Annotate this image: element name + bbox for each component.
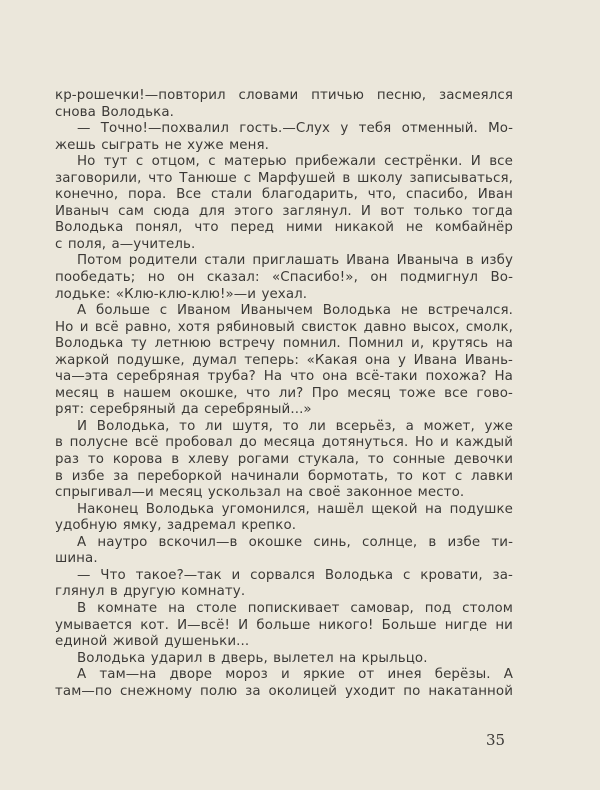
text-line: месяц в нашем окошке, что ли? Про месяц тоже все гово- [55,385,513,401]
text-line: жешь сыграть не хуже меня. [55,137,269,153]
text-line: конечно, пора. Все стали благодарить, что, спасибо, Иван [55,187,513,203]
text-line: удобную ямку, задремал крепко. [55,518,297,534]
text-line: ча—эта серебряная труба? На что она всё-таки похожа? На [55,369,513,385]
text-line: И Володька, то ли шутя, то ли всерьёз, а может, уже [77,418,513,434]
text-line: Но и всё равно, хотя рябиновый свисток давно высох, смолк, [55,319,513,335]
text-line: раз то корова в хлеву рогами стукала, то сонные девочки [55,452,513,468]
text-line: Но тут с отцом, с матерью прибежали сестрёнки. И все [77,154,513,170]
text-line: Потом родители стали приглашать Ивана Иваныча в избу [77,253,513,269]
text-line: единой живой душеньки... [55,634,250,650]
text-line: лодьке: «Клю-клю-клю!»—и уехал. [55,286,308,302]
text-line: умывается кот. И—всё! И больше никого! Больше нигде ни [55,617,513,633]
text-line: кр-рошечки!—повторил словами птичью песню, засмеялся [55,88,513,103]
text-line: спрыгивал—и месяц ускользал на своё законное место. [55,485,465,501]
text-line: А там—на дворе мороз и яркие от инея берёзы. А [77,667,513,683]
text-line: в полусне всё пробовал до месяца дотянуться. Но и каждый [55,435,513,451]
text-line: Володька ударил в дверь, вылетел на крыльцо. [77,650,428,666]
text-line: шина. [55,551,98,567]
text-line: снова Володька. [55,104,174,120]
text-line: заговорили, что Танюше с Марфушей в школу записываться, [55,170,513,186]
text-line: Иваныч сам сюда для этого заглянул. И вот только тогда [55,203,513,219]
text-line: там—по снежному полю за околицей уходит по накатанной [55,683,513,699]
text-line: жаркой подушке, думал теперь: «Какая она у Ивана Ивань- [55,352,513,368]
page-number: 35 [486,731,506,749]
text-line: рят: серебряный да серебряный...» [55,402,312,418]
text-line: пообедать; но он сказал: «Спасибо!», он подмигнул Во- [55,270,513,286]
text-line: — Точно!—похвалил гость.—Слух у тебя отменный. Мо- [77,121,513,137]
text-line: А наутро вскочил—в окошке синь, солнце, в избе ти- [77,534,513,550]
text-line: Наконец Володька угомонился, нашёл щекой на подушке [77,501,513,517]
text-line: А больше с Иваном Иванычем Володька не встречался. [77,303,513,319]
text-line: Володька ту летнюю встречу помнил. Помнил и, крутясь на [55,336,513,352]
text-line: Володька понял, что перед ними никакой не комбайнёр [55,220,513,236]
text-line: в избе за переборкой начинали бормотать, то кот с лавки [55,468,513,484]
text-line: с поля, а—учитель. [55,236,196,252]
body-text [55,88,513,700]
text-line: В комнате на столе попискивает самовар, под столом [77,600,513,616]
text-line: глянул в другую комнату. [55,584,246,600]
text-line: — Что такое?—так и сорвался Володька с кровати, за- [77,567,513,583]
